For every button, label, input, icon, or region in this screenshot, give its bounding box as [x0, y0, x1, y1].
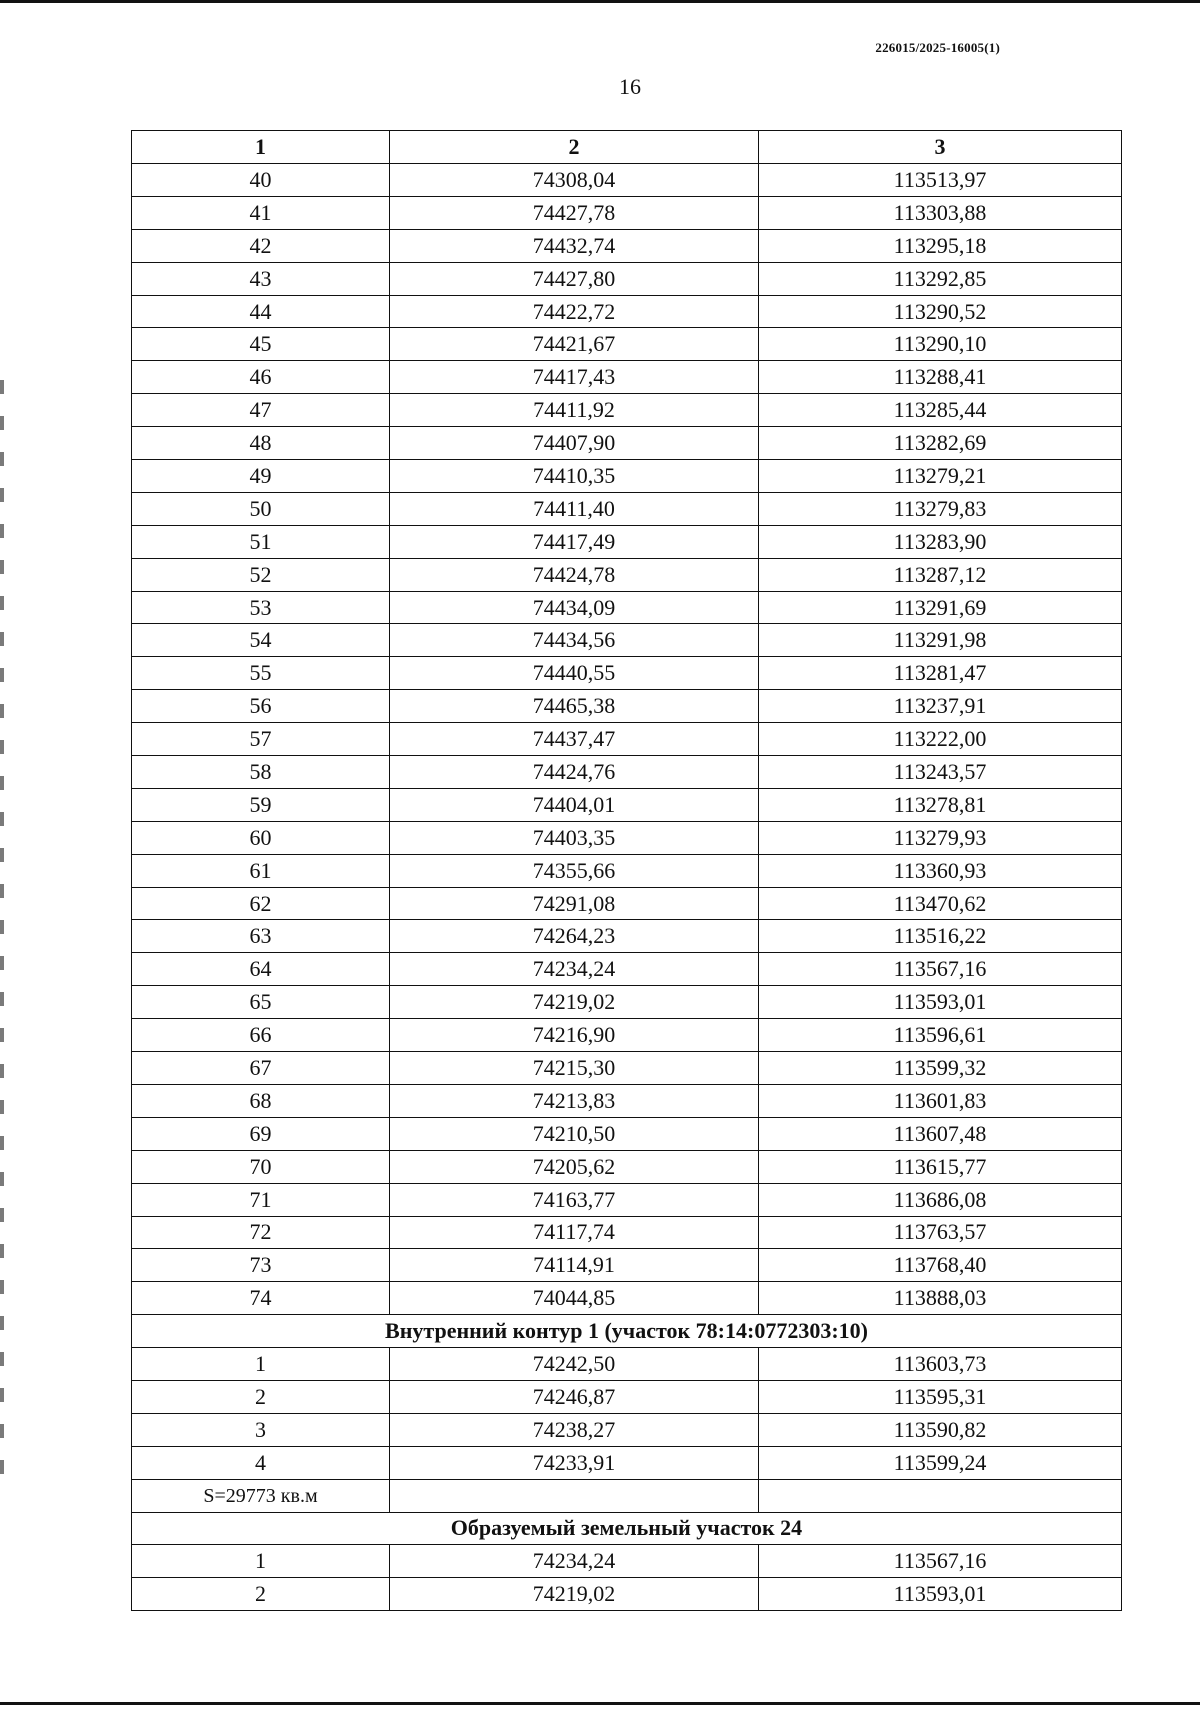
y-coordinate-cell: 113279,83	[759, 492, 1122, 525]
y-coordinate-cell: 113237,91	[759, 690, 1122, 723]
table-row	[132, 821, 1122, 854]
x-coordinate-cell: 74411,40	[390, 492, 759, 525]
y-coordinate-cell: 113283,90	[759, 525, 1122, 558]
point-number-cell: 58	[132, 756, 390, 789]
y-coordinate-cell: 113291,69	[759, 591, 1122, 624]
point-number-cell: 67	[132, 1052, 390, 1085]
table-row	[132, 690, 1122, 723]
point-number-cell: 66	[132, 1019, 390, 1052]
table-row	[132, 657, 1122, 690]
table-row	[132, 1249, 1122, 1282]
table-row	[132, 558, 1122, 591]
x-coordinate-cell: 74422,72	[390, 295, 759, 328]
y-coordinate-cell: 113288,41	[759, 361, 1122, 394]
point-number-cell: 60	[132, 821, 390, 854]
x-coordinate-cell: 74432,74	[390, 229, 759, 262]
point-number-cell: 70	[132, 1150, 390, 1183]
area-row	[132, 1479, 1122, 1512]
table-header-row	[132, 131, 1122, 164]
y-coordinate-cell: 113279,93	[759, 821, 1122, 854]
x-coordinate-cell: 74424,76	[390, 756, 759, 789]
point-number-cell: 2	[132, 1578, 390, 1611]
table-row	[132, 295, 1122, 328]
table-row	[132, 394, 1122, 427]
y-coordinate-cell: 113593,01	[759, 1578, 1122, 1611]
x-coordinate-cell: 74163,77	[390, 1183, 759, 1216]
point-number-cell: 53	[132, 591, 390, 624]
top-scan-border	[0, 0, 1200, 3]
x-coordinate-cell: 74427,80	[390, 262, 759, 295]
y-coordinate-cell: 113601,83	[759, 1084, 1122, 1117]
table-row	[132, 460, 1122, 493]
point-number-cell: 44	[132, 295, 390, 328]
point-number-cell: 71	[132, 1183, 390, 1216]
x-coordinate-cell: 74234,24	[390, 1545, 759, 1578]
table-row	[132, 591, 1122, 624]
x-coordinate-cell: 74219,02	[390, 1578, 759, 1611]
y-coordinate-cell: 113768,40	[759, 1249, 1122, 1282]
y-coordinate-cell: 113607,48	[759, 1117, 1122, 1150]
x-coordinate-cell: 74234,24	[390, 953, 759, 986]
point-number-cell: 1	[132, 1348, 390, 1381]
point-number-cell: 1	[132, 1545, 390, 1578]
point-number-cell: 46	[132, 361, 390, 394]
x-coordinate-cell: 74215,30	[390, 1052, 759, 1085]
point-number-cell: 45	[132, 328, 390, 361]
y-coordinate-cell: 113567,16	[759, 1545, 1122, 1578]
point-number-cell: 51	[132, 525, 390, 558]
table-row	[132, 492, 1122, 525]
y-coordinate-cell: 113599,32	[759, 1052, 1122, 1085]
x-coordinate-cell: 74411,92	[390, 394, 759, 427]
x-coordinate-cell: 74427,78	[390, 196, 759, 229]
y-coordinate-cell: 113603,73	[759, 1348, 1122, 1381]
point-number-cell: 74	[132, 1282, 390, 1315]
table-row	[132, 788, 1122, 821]
x-coordinate-cell: 74417,49	[390, 525, 759, 558]
x-coordinate-cell: 74242,50	[390, 1348, 759, 1381]
point-number-cell: 50	[132, 492, 390, 525]
parcel-title: Образуемый земельный участок 24	[132, 1512, 1122, 1545]
y-coordinate-cell: 113888,03	[759, 1282, 1122, 1315]
x-coordinate-cell: 74308,04	[390, 164, 759, 197]
x-coordinate-cell: 74238,27	[390, 1413, 759, 1446]
point-number-cell: 49	[132, 460, 390, 493]
table-row	[132, 196, 1122, 229]
inner-contour-title: Внутренний контур 1 (участок 78:14:0772303:10)	[132, 1315, 1122, 1348]
point-number-cell: 59	[132, 788, 390, 821]
table-row	[132, 1348, 1122, 1381]
y-coordinate-cell: 113287,12	[759, 558, 1122, 591]
x-coordinate-cell: 74410,35	[390, 460, 759, 493]
y-coordinate-cell: 113292,85	[759, 262, 1122, 295]
table-row	[132, 1282, 1122, 1315]
y-coordinate-cell: 113278,81	[759, 788, 1122, 821]
table-row	[132, 1545, 1122, 1578]
table-row	[132, 1413, 1122, 1446]
table-row	[132, 887, 1122, 920]
bottom-scan-border	[0, 1702, 1200, 1705]
column-header: 3	[759, 131, 1122, 164]
x-coordinate-cell: 74404,01	[390, 788, 759, 821]
point-number-cell: 47	[132, 394, 390, 427]
y-coordinate-cell: 113291,98	[759, 624, 1122, 657]
column-header: 2	[390, 131, 759, 164]
point-number-cell: 3	[132, 1413, 390, 1446]
x-coordinate-cell: 74044,85	[390, 1282, 759, 1315]
x-coordinate-cell: 74114,91	[390, 1249, 759, 1282]
y-coordinate-cell: 113567,16	[759, 953, 1122, 986]
table-row	[132, 1150, 1122, 1183]
y-coordinate-cell: 113285,44	[759, 394, 1122, 427]
table-row	[132, 1019, 1122, 1052]
x-coordinate-cell: 74117,74	[390, 1216, 759, 1249]
x-coordinate-cell: 74216,90	[390, 1019, 759, 1052]
y-coordinate-cell: 113516,22	[759, 920, 1122, 953]
y-coordinate-cell: 113513,97	[759, 164, 1122, 197]
point-number-cell: 2	[132, 1380, 390, 1413]
table-row	[132, 1052, 1122, 1085]
x-coordinate-cell: 74434,09	[390, 591, 759, 624]
y-coordinate-cell: 113281,47	[759, 657, 1122, 690]
point-number-cell: 68	[132, 1084, 390, 1117]
table-row	[132, 1183, 1122, 1216]
left-scan-marks	[0, 380, 4, 1480]
y-coordinate-cell: 113763,57	[759, 1216, 1122, 1249]
point-number-cell: 65	[132, 986, 390, 1019]
y-coordinate-cell: 113303,88	[759, 196, 1122, 229]
table-row	[132, 854, 1122, 887]
section-title-row	[132, 1512, 1122, 1545]
coordinates-table	[131, 130, 1122, 1611]
x-coordinate-cell: 74434,56	[390, 624, 759, 657]
point-number-cell: 57	[132, 723, 390, 756]
point-number-cell: 69	[132, 1117, 390, 1150]
table-row	[132, 229, 1122, 262]
y-coordinate-cell: 113360,93	[759, 854, 1122, 887]
y-coordinate-cell: 113290,52	[759, 295, 1122, 328]
y-coordinate-cell: 113599,24	[759, 1446, 1122, 1479]
x-coordinate-cell: 74421,67	[390, 328, 759, 361]
y-coordinate-cell: 113593,01	[759, 986, 1122, 1019]
document-number: 226015/2025-16005(1)	[875, 40, 1000, 55]
point-number-cell: 4	[132, 1446, 390, 1479]
point-number-cell: 54	[132, 624, 390, 657]
point-number-cell: 56	[132, 690, 390, 723]
x-coordinate-cell: 74205,62	[390, 1150, 759, 1183]
y-coordinate-cell: 113686,08	[759, 1183, 1122, 1216]
y-coordinate-cell: 113290,10	[759, 328, 1122, 361]
x-coordinate-cell: 74407,90	[390, 427, 759, 460]
y-coordinate-cell: 113279,21	[759, 460, 1122, 493]
x-coordinate-cell: 74437,47	[390, 723, 759, 756]
table-row	[132, 1117, 1122, 1150]
table-row	[132, 1578, 1122, 1611]
point-number-cell: 73	[132, 1249, 390, 1282]
y-coordinate-cell: 113295,18	[759, 229, 1122, 262]
x-coordinate-cell: 74219,02	[390, 986, 759, 1019]
table-row	[132, 986, 1122, 1019]
table-row	[132, 920, 1122, 953]
area-value: S=29773 кв.м	[132, 1479, 390, 1512]
empty-cell	[759, 1479, 1122, 1512]
table-row	[132, 525, 1122, 558]
y-coordinate-cell: 113470,62	[759, 887, 1122, 920]
point-number-cell: 61	[132, 854, 390, 887]
x-coordinate-cell: 74291,08	[390, 887, 759, 920]
x-coordinate-cell: 74233,91	[390, 1446, 759, 1479]
point-number-cell: 72	[132, 1216, 390, 1249]
column-header: 1	[132, 131, 390, 164]
point-number-cell: 43	[132, 262, 390, 295]
table-row	[132, 723, 1122, 756]
table-row	[132, 427, 1122, 460]
table-row	[132, 1446, 1122, 1479]
point-number-cell: 42	[132, 229, 390, 262]
point-number-cell: 52	[132, 558, 390, 591]
y-coordinate-cell: 113222,00	[759, 723, 1122, 756]
y-coordinate-cell: 113596,61	[759, 1019, 1122, 1052]
point-number-cell: 40	[132, 164, 390, 197]
point-number-cell: 63	[132, 920, 390, 953]
point-number-cell: 48	[132, 427, 390, 460]
table-row	[132, 756, 1122, 789]
point-number-cell: 41	[132, 196, 390, 229]
point-number-cell: 64	[132, 953, 390, 986]
table-row	[132, 361, 1122, 394]
point-number-cell: 62	[132, 887, 390, 920]
page-number: 16	[619, 74, 641, 99]
table-row	[132, 624, 1122, 657]
x-coordinate-cell: 74403,35	[390, 821, 759, 854]
y-coordinate-cell: 113282,69	[759, 427, 1122, 460]
table-row	[132, 953, 1122, 986]
table-row	[132, 1084, 1122, 1117]
point-number-cell: 55	[132, 657, 390, 690]
y-coordinate-cell: 113595,31	[759, 1380, 1122, 1413]
x-coordinate-cell: 74355,66	[390, 854, 759, 887]
y-coordinate-cell: 113590,82	[759, 1413, 1122, 1446]
x-coordinate-cell: 74264,23	[390, 920, 759, 953]
x-coordinate-cell: 74465,38	[390, 690, 759, 723]
empty-cell	[390, 1479, 759, 1512]
x-coordinate-cell: 74417,43	[390, 361, 759, 394]
table-row	[132, 262, 1122, 295]
table-row	[132, 1380, 1122, 1413]
table-row	[132, 1216, 1122, 1249]
x-coordinate-cell: 74246,87	[390, 1380, 759, 1413]
y-coordinate-cell: 113615,77	[759, 1150, 1122, 1183]
x-coordinate-cell: 74424,78	[390, 558, 759, 591]
table-row	[132, 328, 1122, 361]
y-coordinate-cell: 113243,57	[759, 756, 1122, 789]
x-coordinate-cell: 74213,83	[390, 1084, 759, 1117]
section-title-row	[132, 1315, 1122, 1348]
x-coordinate-cell: 74210,50	[390, 1117, 759, 1150]
table-row	[132, 164, 1122, 197]
x-coordinate-cell: 74440,55	[390, 657, 759, 690]
